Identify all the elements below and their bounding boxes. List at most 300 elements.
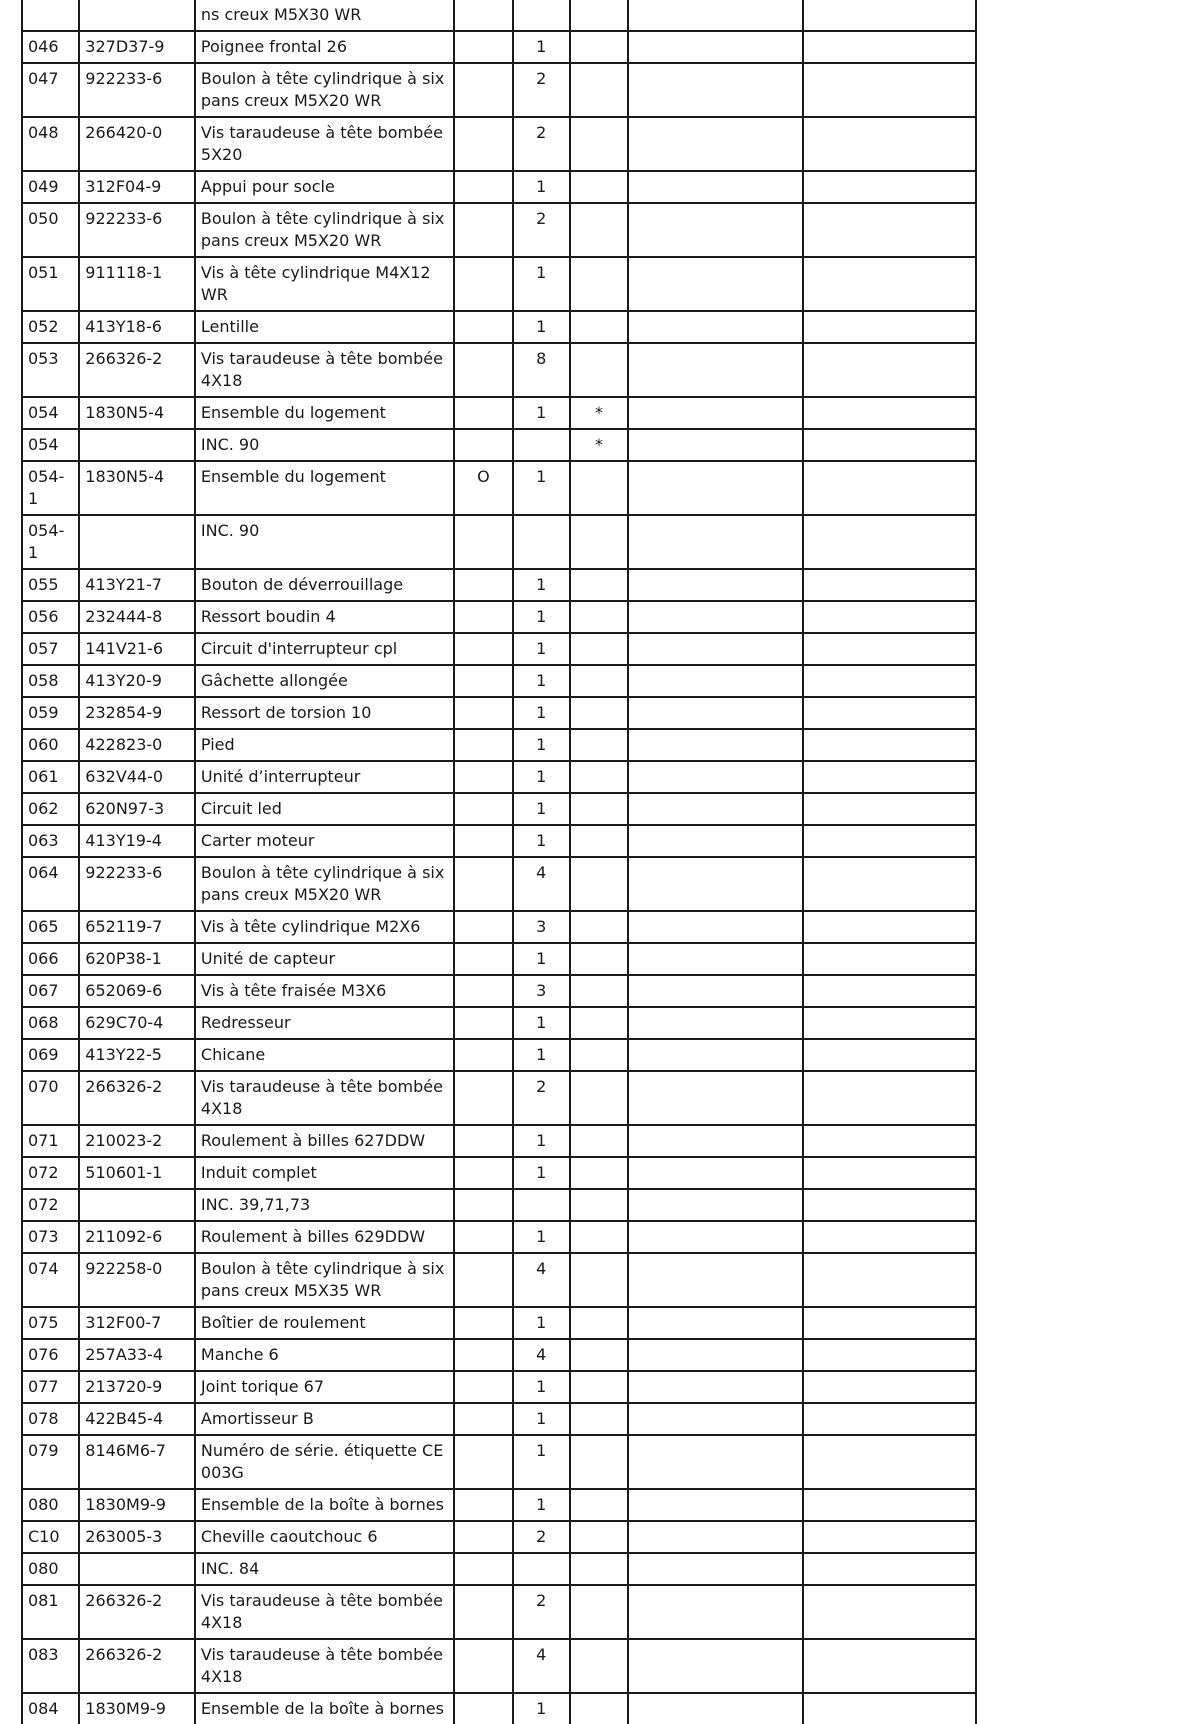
table-row <box>22 63 976 117</box>
extra-cell-2 <box>803 1071 976 1125</box>
item-number: 073 <box>22 1221 79 1253</box>
part-number <box>79 1553 195 1585</box>
note-mark <box>570 1339 628 1371</box>
extra-cell-1 <box>628 1007 803 1039</box>
option-flag <box>454 117 512 171</box>
table-row <box>22 665 976 697</box>
part-description: Numéro de série. étiquette CE003G <box>195 1435 454 1489</box>
extra-cell-2 <box>803 1693 976 1724</box>
table-row <box>22 171 976 203</box>
item-number: 052 <box>22 311 79 343</box>
note-mark <box>570 1253 628 1307</box>
part-description: Boulon à tête cylindrique à six pans creux M5X20 WR <box>195 63 454 117</box>
item-number: 046 <box>22 31 79 63</box>
option-flag <box>454 1435 512 1489</box>
part-number: 922233-6 <box>79 63 195 117</box>
option-flag <box>454 665 512 697</box>
option-flag <box>454 943 512 975</box>
item-number: 072 <box>22 1189 79 1221</box>
note-mark <box>570 1189 628 1221</box>
part-description: Unité d’interrupteur <box>195 761 454 793</box>
item-number: 070 <box>22 1071 79 1125</box>
extra-cell-2 <box>803 943 976 975</box>
part-number: 413Y18-6 <box>79 311 195 343</box>
part-description: Boulon à tête cylindrique à six pans creux M5X35 WR <box>195 1253 454 1307</box>
note-mark <box>570 63 628 117</box>
quantity: 1 <box>513 1221 570 1253</box>
note-mark <box>570 1521 628 1553</box>
extra-cell-1 <box>628 911 803 943</box>
table-row <box>22 1157 976 1189</box>
item-number: 075 <box>22 1307 79 1339</box>
part-number: 510601-1 <box>79 1157 195 1189</box>
item-number: 063 <box>22 825 79 857</box>
quantity: 1 <box>513 1039 570 1071</box>
item-number: 061 <box>22 761 79 793</box>
table-row <box>22 31 976 63</box>
extra-cell-2 <box>803 203 976 257</box>
table-row <box>22 911 976 943</box>
item-number: 065 <box>22 911 79 943</box>
quantity: 1 <box>513 943 570 975</box>
part-description: Ensemble de la boîte à bornes <box>195 1693 454 1724</box>
part-number <box>79 0 195 31</box>
quantity: 1 <box>513 1307 570 1339</box>
part-description: Carter moteur <box>195 825 454 857</box>
part-description: Vis taraudeuse à tête bombée 4X18 <box>195 343 454 397</box>
extra-cell-2 <box>803 1307 976 1339</box>
extra-cell-1 <box>628 633 803 665</box>
extra-cell-1 <box>628 729 803 761</box>
table-row <box>22 1125 976 1157</box>
quantity: 1 <box>513 311 570 343</box>
note-mark <box>570 1553 628 1585</box>
quantity: 1 <box>513 761 570 793</box>
quantity: 8 <box>513 343 570 397</box>
extra-cell-2 <box>803 1125 976 1157</box>
quantity: 1 <box>513 1403 570 1435</box>
part-number: 922233-6 <box>79 857 195 911</box>
table-row <box>22 203 976 257</box>
item-number: 078 <box>22 1403 79 1435</box>
part-number: 1830M9-9 <box>79 1489 195 1521</box>
extra-cell-2 <box>803 761 976 793</box>
option-flag <box>454 429 512 461</box>
note-mark <box>570 633 628 665</box>
quantity: 4 <box>513 1253 570 1307</box>
option-flag <box>454 1125 512 1157</box>
extra-cell-2 <box>803 31 976 63</box>
note-mark <box>570 697 628 729</box>
table-row <box>22 793 976 825</box>
extra-cell-1 <box>628 1693 803 1724</box>
extra-cell-2 <box>803 0 976 31</box>
note-mark: * <box>570 429 628 461</box>
option-flag <box>454 697 512 729</box>
extra-cell-1 <box>628 793 803 825</box>
option-flag <box>454 569 512 601</box>
note-mark <box>570 1307 628 1339</box>
item-number: 050 <box>22 203 79 257</box>
item-number: 051 <box>22 257 79 311</box>
item-number: 055 <box>22 569 79 601</box>
option-flag <box>454 1007 512 1039</box>
note-mark <box>570 1489 628 1521</box>
extra-cell-1 <box>628 665 803 697</box>
extra-cell-1 <box>628 203 803 257</box>
extra-cell-2 <box>803 397 976 429</box>
item-number: 068 <box>22 1007 79 1039</box>
extra-cell-2 <box>803 1639 976 1693</box>
quantity: 1 <box>513 257 570 311</box>
item-number: 079 <box>22 1435 79 1489</box>
part-number: 413Y21-7 <box>79 569 195 601</box>
part-description: Manche 6 <box>195 1339 454 1371</box>
option-flag <box>454 1039 512 1071</box>
table-row <box>22 117 976 171</box>
table-row <box>22 569 976 601</box>
extra-cell-2 <box>803 1039 976 1071</box>
item-number: 054 <box>22 429 79 461</box>
item-number: 064 <box>22 857 79 911</box>
extra-cell-2 <box>803 825 976 857</box>
parts-table-body <box>22 0 976 1724</box>
extra-cell-2 <box>803 1371 976 1403</box>
part-description: Bouton de déverrouillage <box>195 569 454 601</box>
extra-cell-2 <box>803 1585 976 1639</box>
table-row <box>22 461 976 515</box>
part-description: Boulon à tête cylindrique à six pans creux M5X20 WR <box>195 203 454 257</box>
extra-cell-2 <box>803 429 976 461</box>
note-mark <box>570 1157 628 1189</box>
part-description: Vis à tête fraisée M3X6 <box>195 975 454 1007</box>
extra-cell-1 <box>628 943 803 975</box>
table-row <box>22 697 976 729</box>
note-mark <box>570 825 628 857</box>
item-number: 072 <box>22 1157 79 1189</box>
extra-cell-1 <box>628 461 803 515</box>
note-mark <box>570 1125 628 1157</box>
note-mark <box>570 975 628 1007</box>
table-row <box>22 1435 976 1489</box>
quantity: 1 <box>513 825 570 857</box>
table-row <box>22 761 976 793</box>
option-flag <box>454 1489 512 1521</box>
quantity: 1 <box>513 569 570 601</box>
table-row <box>22 397 976 429</box>
extra-cell-1 <box>628 857 803 911</box>
quantity <box>513 429 570 461</box>
option-flag <box>454 1307 512 1339</box>
table-row <box>22 975 976 1007</box>
item-number: 054 <box>22 397 79 429</box>
option-flag <box>454 1157 512 1189</box>
part-number: 1830N5-4 <box>79 397 195 429</box>
extra-cell-2 <box>803 857 976 911</box>
note-mark <box>570 729 628 761</box>
option-flag <box>454 825 512 857</box>
part-number: 312F04-9 <box>79 171 195 203</box>
table-row <box>22 1403 976 1435</box>
option-flag <box>454 1071 512 1125</box>
option-flag <box>454 1639 512 1693</box>
item-number: C10 <box>22 1521 79 1553</box>
option-flag: O <box>454 461 512 515</box>
option-flag <box>454 911 512 943</box>
quantity: 1 <box>513 1489 570 1521</box>
quantity: 4 <box>513 1339 570 1371</box>
part-description: Vis à tête cylindrique M4X12 WR <box>195 257 454 311</box>
extra-cell-2 <box>803 63 976 117</box>
extra-cell-1 <box>628 257 803 311</box>
part-description: Roulement à billes 627DDW <box>195 1125 454 1157</box>
extra-cell-2 <box>803 171 976 203</box>
table-row <box>22 825 976 857</box>
extra-cell-1 <box>628 601 803 633</box>
option-flag <box>454 1339 512 1371</box>
part-description: INC. 39,71,73 <box>195 1189 454 1221</box>
option-flag <box>454 171 512 203</box>
part-number: 141V21-6 <box>79 633 195 665</box>
parts-list-table <box>21 0 977 1724</box>
part-description: Vis taraudeuse à tête bombée 4X18 <box>195 1585 454 1639</box>
quantity <box>513 0 570 31</box>
extra-cell-1 <box>628 697 803 729</box>
extra-cell-1 <box>628 1157 803 1189</box>
extra-cell-1 <box>628 1253 803 1307</box>
quantity: 1 <box>513 31 570 63</box>
part-description: Ensemble de la boîte à bornes <box>195 1489 454 1521</box>
item-number: 077 <box>22 1371 79 1403</box>
extra-cell-2 <box>803 665 976 697</box>
note-mark <box>570 665 628 697</box>
note-mark <box>570 343 628 397</box>
extra-cell-1 <box>628 1435 803 1489</box>
part-description: Pied <box>195 729 454 761</box>
note-mark <box>570 911 628 943</box>
item-number: 067 <box>22 975 79 1007</box>
note-mark <box>570 1371 628 1403</box>
option-flag <box>454 1253 512 1307</box>
table-row <box>22 1693 976 1724</box>
extra-cell-2 <box>803 461 976 515</box>
extra-cell-2 <box>803 1489 976 1521</box>
extra-cell-2 <box>803 729 976 761</box>
part-description: Roulement à billes 629DDW <box>195 1221 454 1253</box>
part-number: 210023-2 <box>79 1125 195 1157</box>
part-number: 327D37-9 <box>79 31 195 63</box>
quantity: 1 <box>513 1371 570 1403</box>
part-number: 266326-2 <box>79 1585 195 1639</box>
part-description: Cheville caoutchouc 6 <box>195 1521 454 1553</box>
table-row <box>22 343 976 397</box>
part-description: INC. 90 <box>195 515 454 569</box>
extra-cell-2 <box>803 515 976 569</box>
table-row <box>22 1553 976 1585</box>
table-row <box>22 1189 976 1221</box>
extra-cell-1 <box>628 515 803 569</box>
extra-cell-2 <box>803 1339 976 1371</box>
part-number: 213720-9 <box>79 1371 195 1403</box>
quantity: 1 <box>513 397 570 429</box>
option-flag <box>454 0 512 31</box>
option-flag <box>454 633 512 665</box>
extra-cell-2 <box>803 1007 976 1039</box>
table-row <box>22 633 976 665</box>
part-description: Chicane <box>195 1039 454 1071</box>
extra-cell-1 <box>628 1403 803 1435</box>
item-number: 080 <box>22 1489 79 1521</box>
quantity: 1 <box>513 1125 570 1157</box>
part-number: 266326-2 <box>79 1071 195 1125</box>
part-number: 413Y22-5 <box>79 1039 195 1071</box>
note-mark <box>570 793 628 825</box>
part-number: 211092-6 <box>79 1221 195 1253</box>
part-description: Poignee frontal 26 <box>195 31 454 63</box>
extra-cell-2 <box>803 1435 976 1489</box>
option-flag <box>454 1189 512 1221</box>
note-mark <box>570 1039 628 1071</box>
table-row <box>22 1639 976 1693</box>
item-number: 066 <box>22 943 79 975</box>
part-description: Boîtier de roulement <box>195 1307 454 1339</box>
extra-cell-1 <box>628 1339 803 1371</box>
note-mark <box>570 569 628 601</box>
note-mark <box>570 257 628 311</box>
option-flag <box>454 857 512 911</box>
part-number: 232854-9 <box>79 697 195 729</box>
part-number: 266326-2 <box>79 343 195 397</box>
part-number: 652069-6 <box>79 975 195 1007</box>
extra-cell-1 <box>628 343 803 397</box>
item-number: 048 <box>22 117 79 171</box>
extra-cell-1 <box>628 1071 803 1125</box>
part-number: 1830N5-4 <box>79 461 195 515</box>
extra-cell-2 <box>803 1221 976 1253</box>
part-number: 652119-7 <box>79 911 195 943</box>
quantity: 1 <box>513 697 570 729</box>
extra-cell-1 <box>628 1489 803 1521</box>
item-number <box>22 0 79 31</box>
extra-cell-1 <box>628 1307 803 1339</box>
quantity <box>513 1553 570 1585</box>
note-mark <box>570 117 628 171</box>
option-flag <box>454 1521 512 1553</box>
part-number: 1830M9-9 <box>79 1693 195 1724</box>
quantity: 2 <box>513 117 570 171</box>
part-number: 8146M6-7 <box>79 1435 195 1489</box>
part-description: Circuit d'interrupteur cpl <box>195 633 454 665</box>
note-mark <box>570 203 628 257</box>
part-number: 620P38-1 <box>79 943 195 975</box>
option-flag <box>454 1585 512 1639</box>
note-mark <box>570 1071 628 1125</box>
extra-cell-2 <box>803 1189 976 1221</box>
table-row <box>22 1253 976 1307</box>
table-row <box>22 1585 976 1639</box>
item-number: 057 <box>22 633 79 665</box>
extra-cell-2 <box>803 311 976 343</box>
part-description: Ressort boudin 4 <box>195 601 454 633</box>
extra-cell-1 <box>628 0 803 31</box>
extra-cell-1 <box>628 311 803 343</box>
extra-cell-1 <box>628 825 803 857</box>
part-number: 232444-8 <box>79 601 195 633</box>
item-number: 069 <box>22 1039 79 1071</box>
quantity: 1 <box>513 1157 570 1189</box>
quantity: 2 <box>513 1521 570 1553</box>
option-flag <box>454 1221 512 1253</box>
quantity: 1 <box>513 665 570 697</box>
quantity: 1 <box>513 1435 570 1489</box>
table-row <box>22 1007 976 1039</box>
part-number <box>79 1189 195 1221</box>
part-number: 422B45-4 <box>79 1403 195 1435</box>
quantity: 1 <box>513 171 570 203</box>
extra-cell-1 <box>628 975 803 1007</box>
part-description: Vis taraudeuse à tête bombée 4X18 <box>195 1071 454 1125</box>
quantity: 1 <box>513 1693 570 1724</box>
table-row <box>22 0 976 31</box>
option-flag <box>454 397 512 429</box>
part-description: INC. 84 <box>195 1553 454 1585</box>
quantity: 1 <box>513 601 570 633</box>
extra-cell-2 <box>803 117 976 171</box>
note-mark <box>570 601 628 633</box>
part-number: 266326-2 <box>79 1639 195 1693</box>
quantity: 1 <box>513 1007 570 1039</box>
option-flag <box>454 729 512 761</box>
note-mark <box>570 461 628 515</box>
note-mark: * <box>570 397 628 429</box>
option-flag <box>454 1371 512 1403</box>
part-number: 620N97-3 <box>79 793 195 825</box>
quantity <box>513 1189 570 1221</box>
part-number <box>79 515 195 569</box>
part-description: Induit complet <box>195 1157 454 1189</box>
table-row <box>22 1039 976 1071</box>
quantity: 3 <box>513 975 570 1007</box>
note-mark <box>570 857 628 911</box>
quantity: 3 <box>513 911 570 943</box>
part-number: 422823-0 <box>79 729 195 761</box>
item-number: 053 <box>22 343 79 397</box>
item-number: 083 <box>22 1639 79 1693</box>
quantity: 4 <box>513 857 570 911</box>
item-number: 056 <box>22 601 79 633</box>
extra-cell-2 <box>803 569 976 601</box>
extra-cell-1 <box>628 1585 803 1639</box>
quantity: 4 <box>513 1639 570 1693</box>
item-number: 058 <box>22 665 79 697</box>
item-number: 062 <box>22 793 79 825</box>
quantity: 2 <box>513 1585 570 1639</box>
extra-cell-1 <box>628 171 803 203</box>
part-description: Redresseur <box>195 1007 454 1039</box>
option-flag <box>454 793 512 825</box>
item-number: 054-1 <box>22 461 79 515</box>
option-flag <box>454 761 512 793</box>
table-row <box>22 857 976 911</box>
option-flag <box>454 1693 512 1724</box>
part-number: 413Y20-9 <box>79 665 195 697</box>
part-description: Lentille <box>195 311 454 343</box>
extra-cell-2 <box>803 343 976 397</box>
quantity: 1 <box>513 793 570 825</box>
quantity: 2 <box>513 1071 570 1125</box>
table-row <box>22 1371 976 1403</box>
table-row <box>22 1071 976 1125</box>
